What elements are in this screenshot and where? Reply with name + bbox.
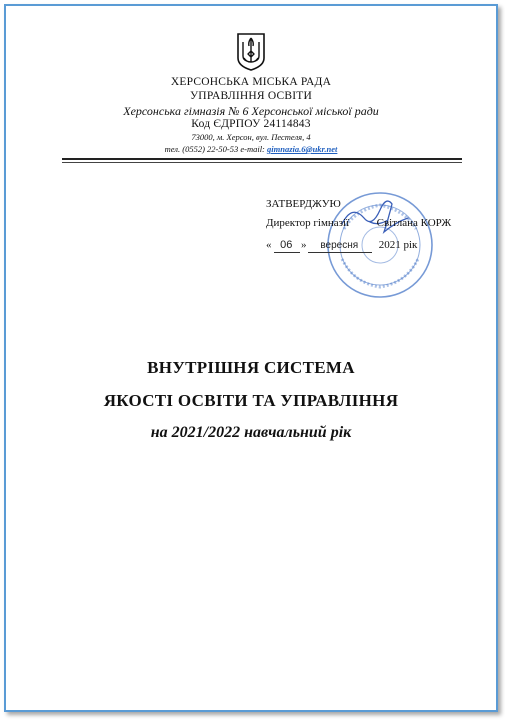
- email-label: e-mail:: [240, 144, 265, 154]
- document-title-line2: ЯКОСТІ ОСВІТИ ТА УПРАВЛІННЯ: [103, 391, 399, 410]
- day-underline: [274, 252, 300, 253]
- edrpou-code: Код ЄДРПОУ 24114843: [191, 118, 311, 130]
- approval-day: 06: [280, 239, 293, 251]
- document-title-line3: на 2021/2022 навчальний рік: [150, 424, 352, 441]
- director-line: [266, 217, 451, 229]
- trident-emblem-icon: [236, 32, 266, 72]
- school-name: Херсонська гімназія № 6 Херсонської міської ради: [123, 104, 379, 118]
- quote-open: «: [266, 239, 272, 251]
- approve-word: ЗАТВЕРДЖУЮ: [266, 198, 341, 210]
- email-link[interactable]: gimnazia.6@ukr.net: [267, 144, 338, 154]
- director-label: Директор гімназії: [266, 217, 350, 229]
- quote-close: »: [301, 239, 307, 251]
- approval-year: 2021 рік: [378, 239, 418, 251]
- council-name: ХЕРСОНСЬКА МІСЬКА РАДА: [170, 76, 332, 88]
- approval-date-line: [266, 239, 417, 251]
- month-underline: [308, 252, 372, 253]
- approval-month: вересня: [320, 240, 359, 251]
- contact-line: [6, 144, 496, 154]
- director-name: Світлана КОРЖ: [376, 217, 452, 229]
- header-divider-thick: [62, 158, 462, 160]
- department-name: УПРАВЛІННЯ ОСВІТИ: [189, 90, 313, 102]
- document-title-line1: ВНУТРІШНЯ СИСТЕМА: [147, 358, 355, 377]
- document-page: [4, 4, 498, 712]
- header-divider-thin: [62, 162, 462, 163]
- school-address: 73000, м. Херсон, вул. Пестеля, 4: [191, 132, 311, 142]
- phone-number: тел. (0552) 22-50-53: [164, 144, 239, 154]
